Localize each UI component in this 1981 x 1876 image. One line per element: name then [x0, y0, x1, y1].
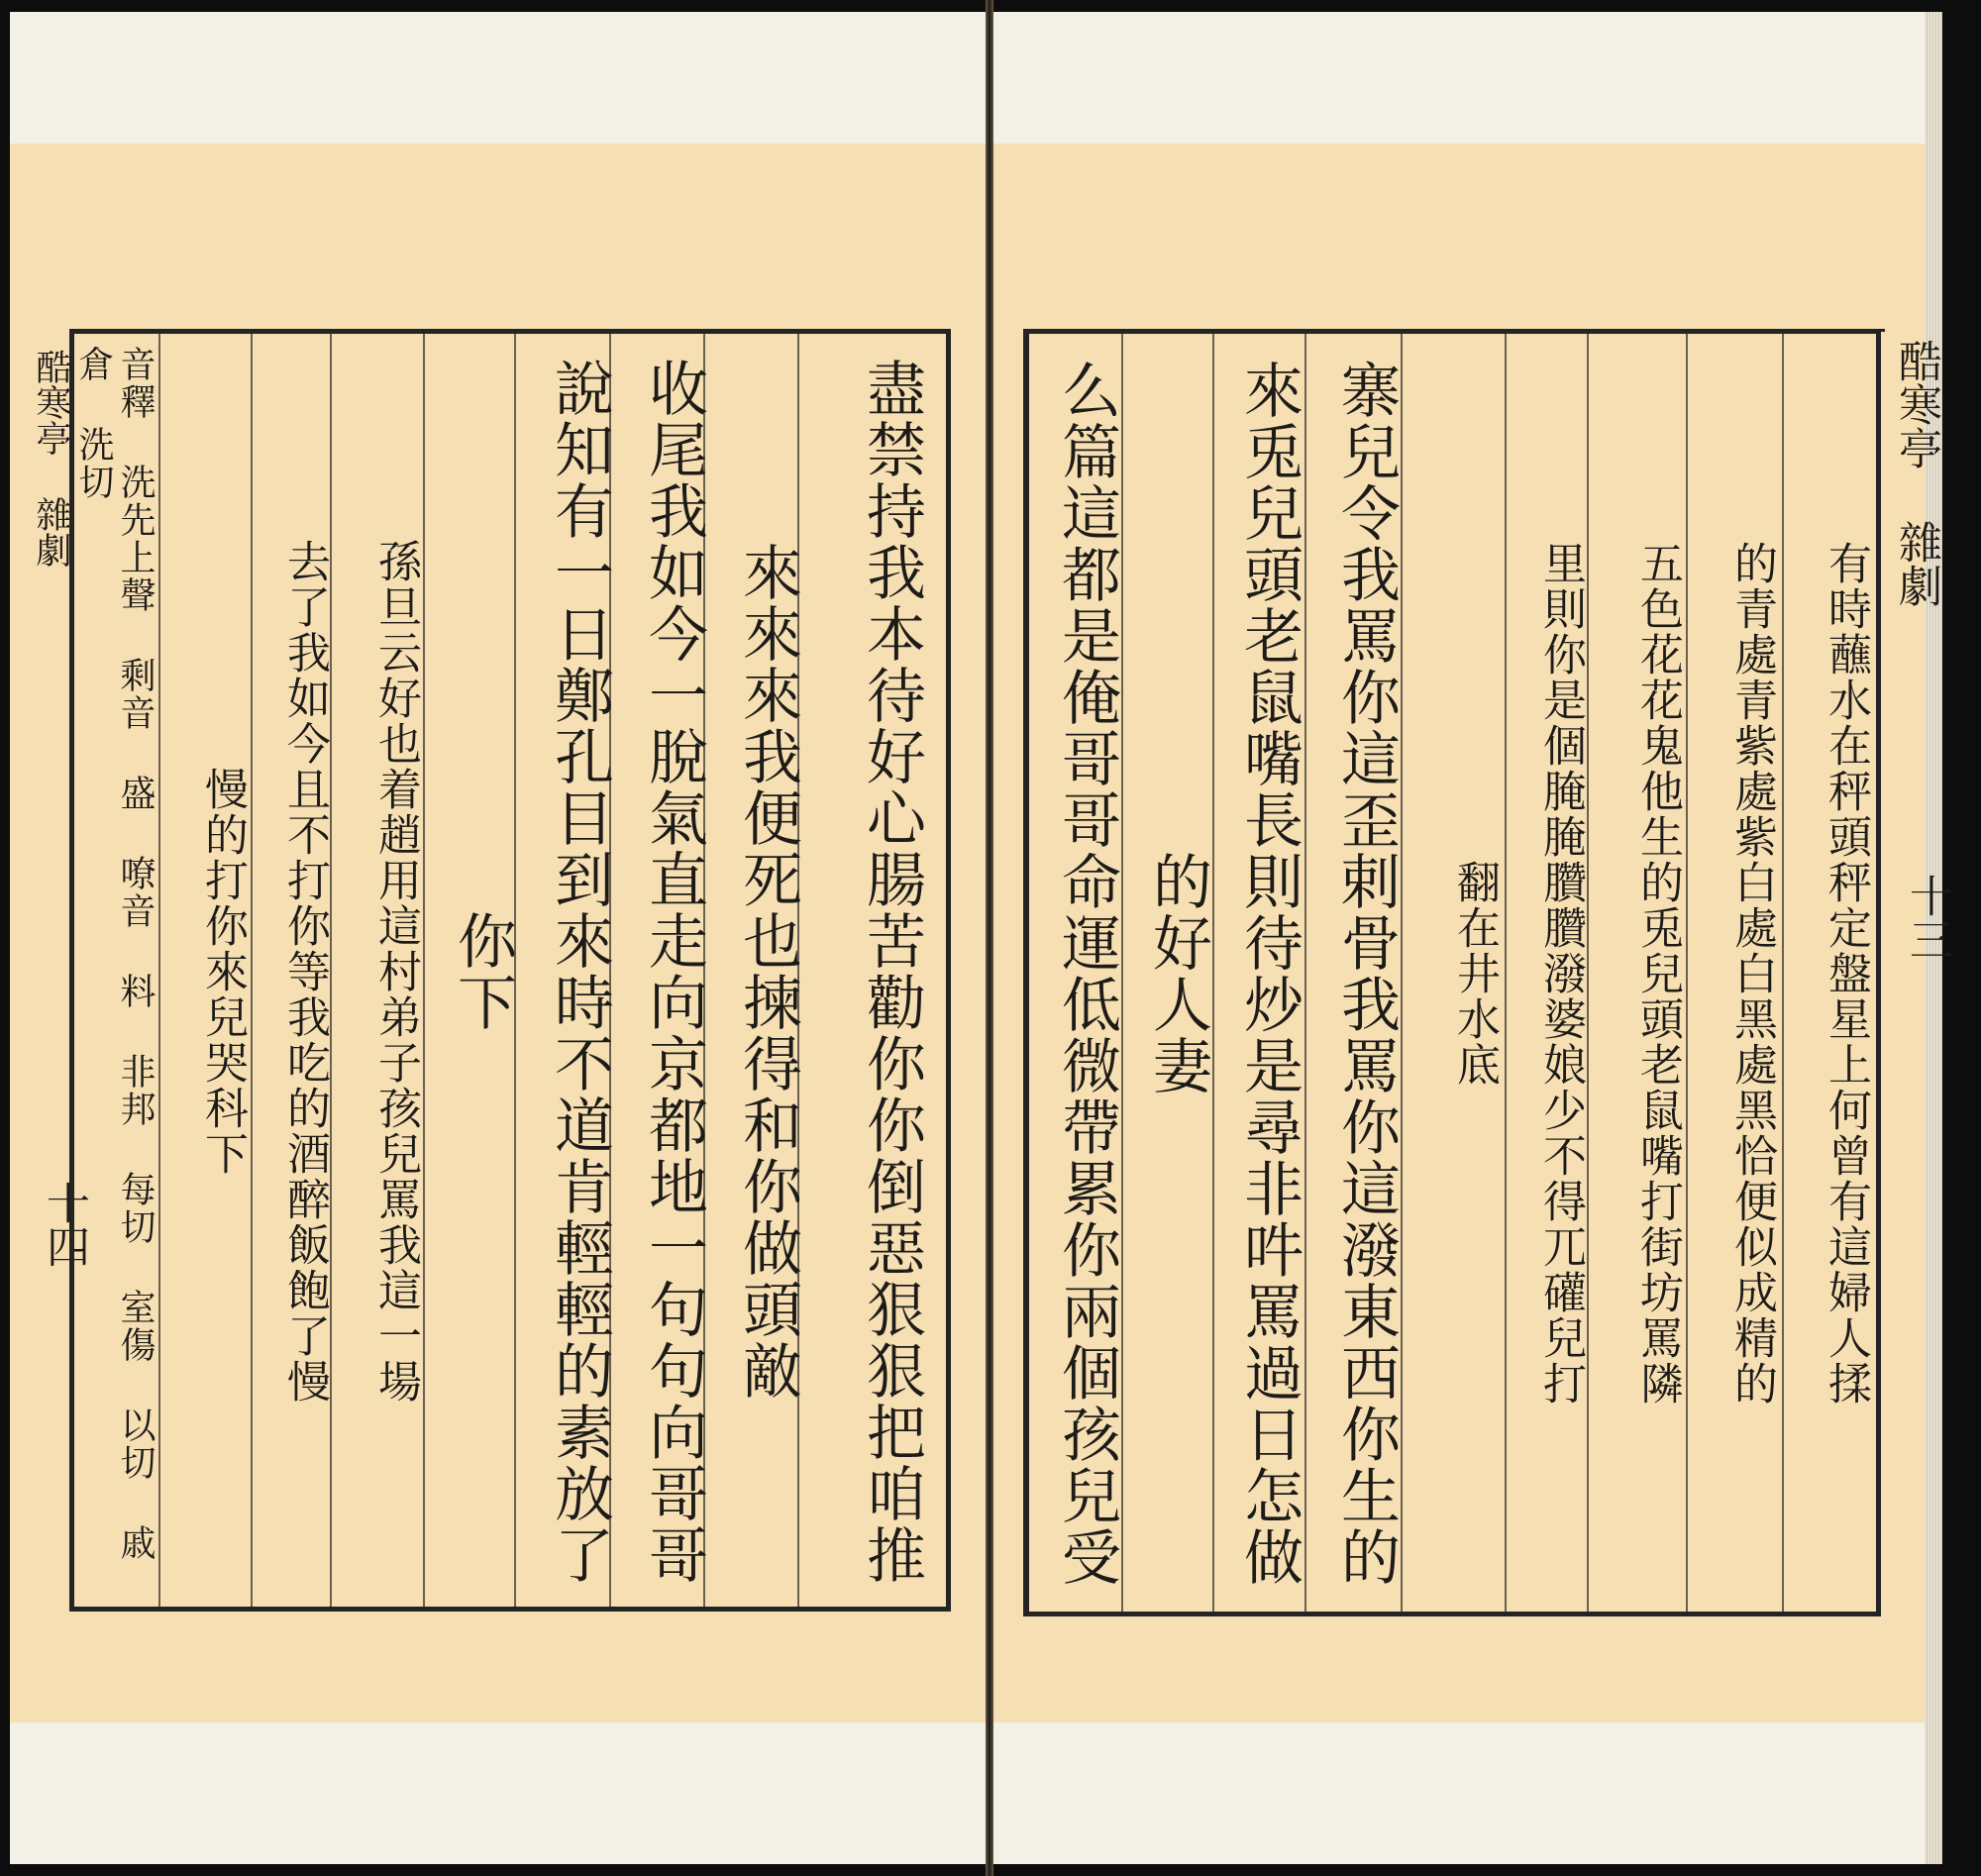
left-col-5: 你下	[448, 909, 517, 1033]
left-col-6: 孫旦云好也着趙用這村弟子孩兒罵我這一場	[370, 538, 421, 1405]
right-col-1: 有時蘸水在秤頭秤定盤星上何曾有這婦人揉	[1821, 541, 1871, 1407]
right-col-6: 寨兒令我罵你這歪剌骨我罵你這潑東西你生的	[1331, 360, 1401, 1588]
left-col-8: 慢的打你來兒哭科下	[197, 766, 248, 1177]
right-col-8: 的好人妻	[1143, 851, 1212, 1096]
left-folio: 十四	[39, 1181, 89, 1268]
left-text-block	[69, 329, 951, 1612]
right-folio: 十三	[1902, 874, 1952, 961]
left-col-7: 去了我如今且不打你等我吃的酒醉飯飽了慢	[279, 538, 330, 1405]
left-margin-title: 酷寒亭 雜劇	[31, 349, 71, 568]
right-col-5: 翻在井水底	[1449, 860, 1500, 1088]
left-col-4: 說知有一日鄭孔目到來時不道肯輕輕的素放了	[545, 357, 614, 1586]
right-margin-title: 酷寒亭 雜劇	[1891, 339, 1941, 607]
right-col-9: 么篇這都是俺哥哥命運低微帶累你兩個孩兒受	[1052, 360, 1121, 1588]
book-gutter	[986, 0, 993, 1876]
left-page	[10, 12, 986, 1864]
right-col-3: 五色花花鬼他生的兎兒頭老鼠嘴打街坊罵隣	[1632, 541, 1683, 1407]
right-page	[993, 12, 1952, 1864]
right-text-block	[1023, 329, 1881, 1616]
right-col-2: 的青處青紫處紫白處白黑處黑恰便似成精的	[1726, 541, 1777, 1407]
right-col-7: 來兎兒頭老鼠嘴長則待炒是尋非吽罵過日怎做	[1234, 360, 1303, 1588]
left-col-2: 來來來我便死也揀得和你做頭敵	[733, 541, 802, 1402]
left-col-9-glossary: 音釋 洗先上聲 剩音 盛 嘹音 料 非邦 每切 室傷 以切 戚倉 洗切	[73, 346, 156, 1562]
left-col-3: 收尾我如今一脫氣直走向京都地一句句向哥哥	[639, 357, 708, 1586]
left-col-1: 盡禁持我本待好心腸苦勸你你倒惡狠狠把咱推	[857, 357, 926, 1586]
right-col-4: 里則你是個腌腌臢臢潑婆娘少不得兀礶兒打	[1535, 541, 1586, 1407]
